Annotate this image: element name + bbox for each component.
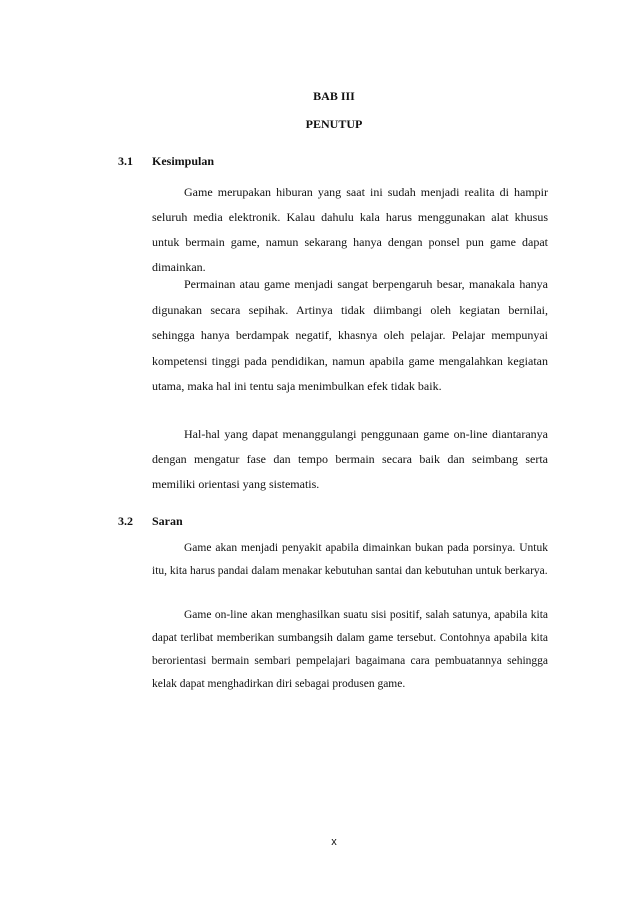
paragraph (152, 537, 548, 583)
paragraph (152, 180, 548, 280)
paragraph-text: Permainan atau game menjadi sangat berpengaruh besar, manakala hanya digunakan secara sepihak. Artinya tidak diimbangi oleh kegiatan bernilai, sehingga hanya berdampak negatif, khasnya oleh pelajar. Pelajar mempunyai kompetensi tinggi pada pendidikan, namun apabila game mengalahkan kegiatan utama, maka hal ini tentu saja menimbulkan efek tidak baik. (152, 277, 548, 393)
section-title-kesimpulan: Kesimpulan (152, 154, 215, 168)
paragraph-text: Hal-hal yang dapat menanggulangi penggunaan game on-line diantaranya dengan mengatur fase dan tempo bermain secara baik dan seimbang serta memiliki orientasi yang sistematis. (152, 427, 548, 491)
section-title-saran: Saran (152, 514, 183, 528)
paragraph (152, 422, 548, 497)
chapter-title: PENUTUP (305, 117, 363, 131)
section-number-3-1: 3.1 (118, 154, 133, 168)
section-number-3-2: 3.2 (118, 514, 133, 528)
paragraph-text: Game on-line akan menghasilkan suatu sisi positif, salah satunya, apabila kita dapat terlibat memberikan sumbangsih dalam game tersebut. Contohnya apabila kita berorientasi bermain sembari pempelajari bagaimana cara pembuatannya sehingga kelak dapat menghadirkan diri sebagai produsen game. (152, 609, 548, 690)
page-number: x (331, 836, 337, 848)
chapter-label: BAB III (313, 89, 355, 103)
paragraph-text: Game akan menjadi penyakit apabila dimainkan bukan pada porsinya. Untuk itu, kita harus pandai dalam menakar kebutuhan santai dan kebutuhan untuk berkarya. (152, 542, 548, 577)
paragraph (152, 272, 548, 400)
paragraph (152, 604, 548, 696)
paragraph-text: Game merupakan hiburan yang saat ini sudah menjadi realita di hampir seluruh media elektronik. Kalau dahulu kala harus menggunakan alat khusus untuk bermain game, namun sekarang hanya dengan ponsel pun game dapat dimainkan. (152, 185, 548, 274)
